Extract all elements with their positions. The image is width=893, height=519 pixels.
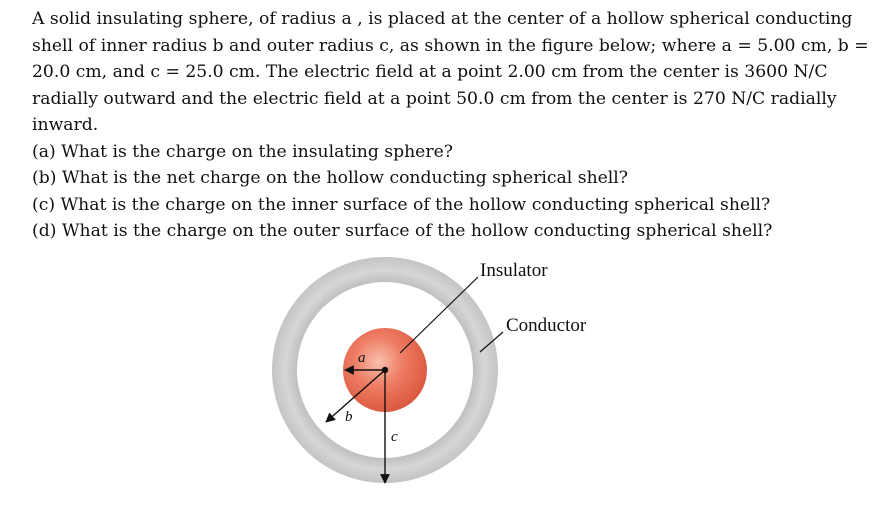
sphere-shell-figure — [270, 245, 630, 510]
figure-svg — [270, 245, 630, 510]
conductor-label: Conductor — [506, 315, 587, 336]
problem-text — [32, 6, 882, 245]
radius-b-label: b — [345, 409, 353, 425]
question-b: (b) What is the net charge on the hollow conducting spherical shell? — [32, 168, 629, 188]
question-d: (d) What is the charge on the outer surface of the hollow conducting spherical shell? — [32, 221, 773, 241]
insulator-label: Insulator — [480, 260, 548, 281]
problem-intro: A solid insulating sphere, of radius a , is placed at the center of a hollow spherical conducting shell of inner radius b and outer radius c, as shown in the figure below; where a = 5.00 cm, b = 20.0 cm, and c = 25.0 cm. The electric field at a point 2.00 cm from the center is 3600 N/C radially outward and the electric field at a point 50.0 cm from the center is 270 N/C radially inward. — [32, 9, 869, 135]
radius-a-label: a — [358, 350, 366, 366]
radius-c-label: c — [391, 429, 398, 445]
question-c: (c) What is the charge on the inner surface of the hollow conducting spherical shell? — [32, 194, 771, 215]
question-a: (a) What is the charge on the insulating sphere? — [32, 141, 453, 162]
